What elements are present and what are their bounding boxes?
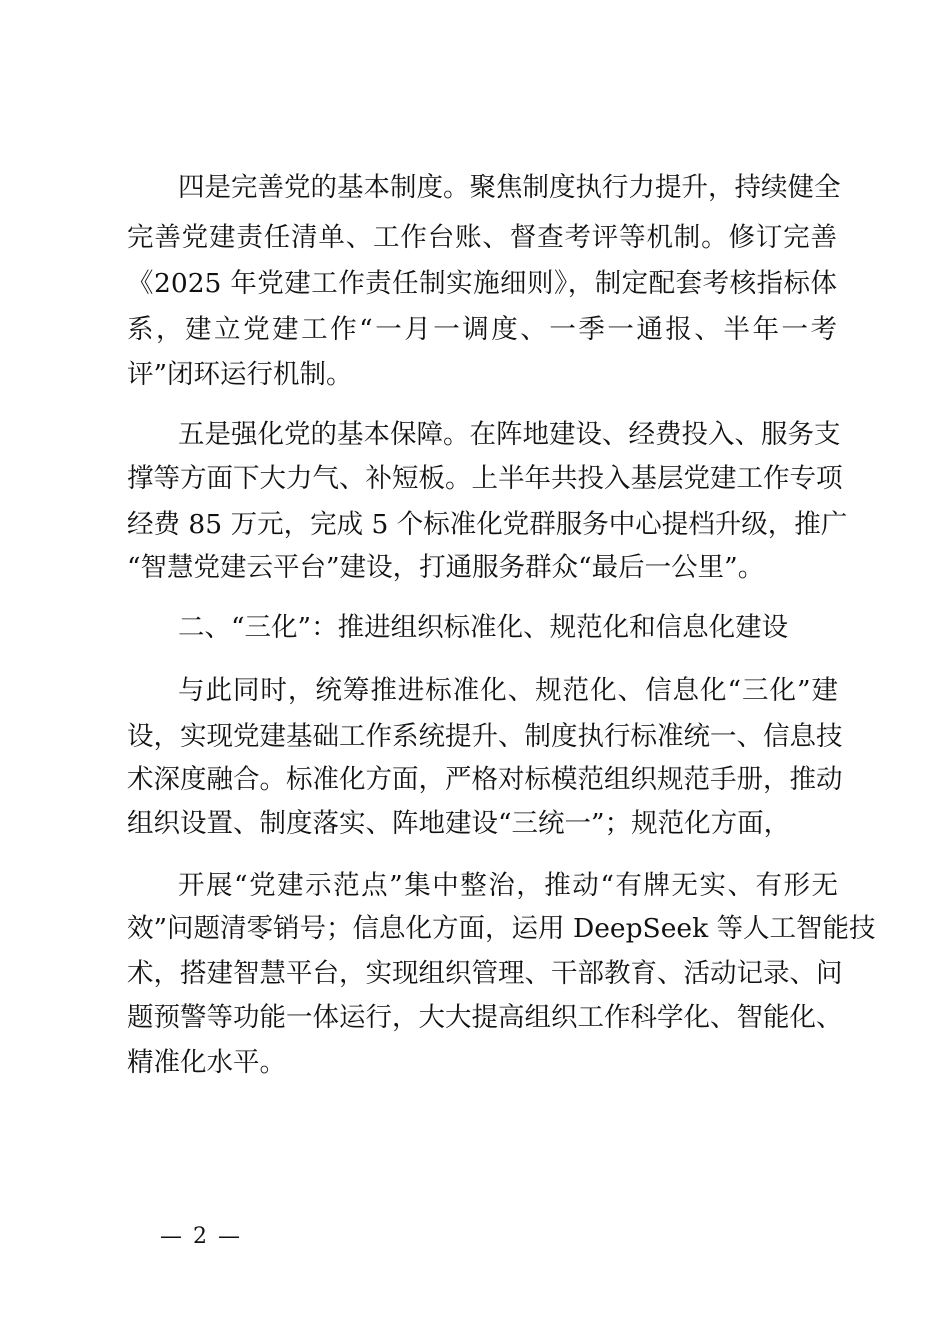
paragraph-line: 效”问题清零销号；信息化方面，运用 DeepSeek 等人工智能技 bbox=[127, 913, 876, 944]
paragraph-line: 四是完善党的基本制度。聚焦制度执行力提升，持续健全 bbox=[178, 172, 841, 203]
page-number: — 2 — bbox=[160, 1224, 242, 1249]
paragraph-line: 完善党建责任清单、工作台账、督查考评等机制。修订完善 bbox=[127, 222, 837, 253]
paragraph-line: 与此同时，统筹推进标准化、规范化、信息化“三化”建 bbox=[178, 675, 838, 706]
paragraph-line: 题预警等功能一体运行，大大提高组织工作科学化、智能化、 bbox=[127, 1002, 843, 1033]
paragraph-line: 经费 85 万元，完成 5 个标准化党群服务中心提档升级，推广 bbox=[127, 509, 848, 540]
paragraph-line: 精准化水平。 bbox=[127, 1047, 286, 1078]
paragraph-line: 开展“党建示范点”集中整治，推动“有牌无实、有形无 bbox=[178, 870, 838, 901]
paragraph-line: 术，搭建智慧平台，实现组织管理、干部教育、活动记录、问 bbox=[127, 958, 843, 989]
paragraph-line: 设，实现党建基础工作系统提升、制度执行标准统一、信息技 bbox=[127, 721, 843, 752]
paragraph-line: 撑等方面下大力气、补短板。上半年共投入基层党建工作专项 bbox=[127, 463, 843, 494]
paragraph-line: 五是强化党的基本保障。在阵地建设、经费投入、服务支 bbox=[178, 419, 841, 450]
paragraph-line: “智慧党建云平台”建设，打通服务群众“最后一公里”。 bbox=[127, 552, 765, 583]
paragraph-line: 《2025 年党建工作责任制实施细则》，制定配套考核指标体 bbox=[127, 268, 837, 299]
paragraph-line: 系，建立党建工作“一月一调度、一季一通报、半年一考 bbox=[127, 314, 837, 345]
paragraph-line: 组织设置、制度落实、阵地建设“三统一”；规范化方面， bbox=[127, 808, 791, 839]
paragraph-line: 评”闭环运行机制。 bbox=[127, 359, 353, 390]
section-heading-text: 二、“三化”：推进组织标准化、规范化和信息化建设 bbox=[178, 612, 789, 643]
paragraph-line: 术深度融合。标准化方面，严格对标模范组织规范手册，推动 bbox=[127, 764, 843, 795]
